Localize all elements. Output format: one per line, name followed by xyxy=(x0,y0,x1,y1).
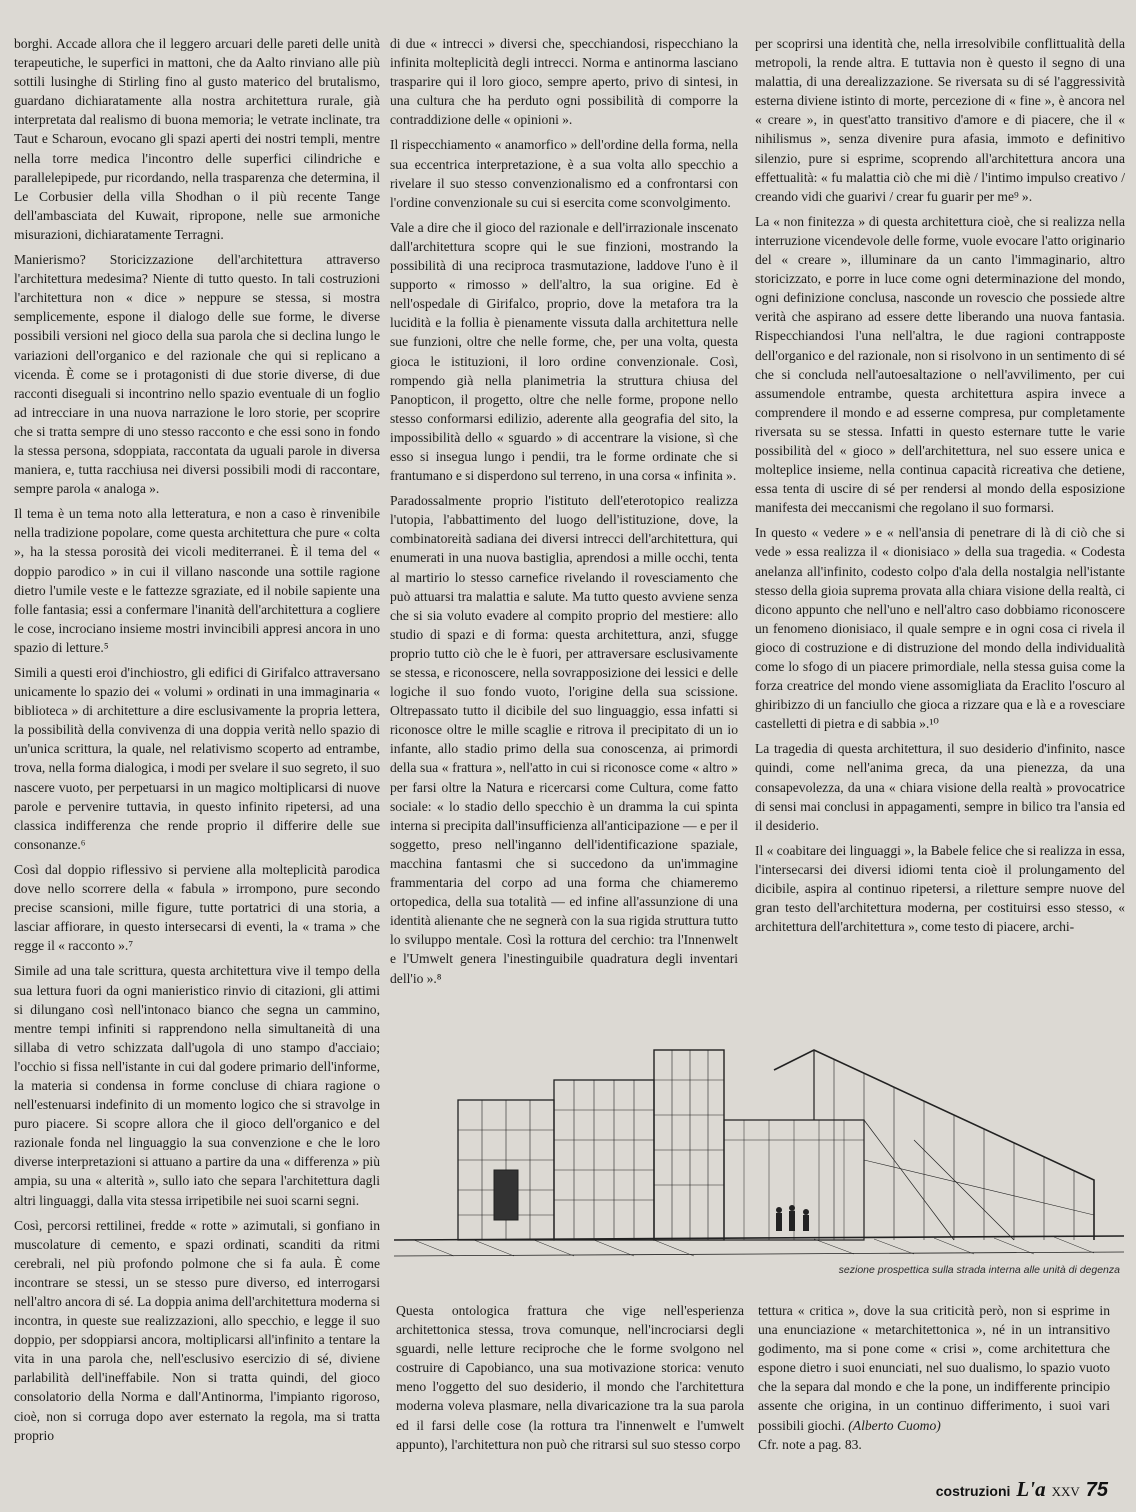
text-column-3 xyxy=(755,34,1125,1069)
page-number: 75 xyxy=(1085,1479,1108,1501)
page-footer xyxy=(936,1477,1108,1502)
volume-number: XXV xyxy=(1051,1484,1080,1499)
paragraph: Questa ontologica frattura che vige nell'esperienza architettonica stessa, trova comunque, nell'incrociarsi degli sguardi, nelle letture reciproche che le forme svolgono nel costruire di Capobianco, una sua motivazione storica: venuto meno l'oggetto del suo desiderio, il mondo che l'architettura moderna voleva plasmare, nella divaricazione tra la sua parola ed il farsi delle cose (la rottura tra l'innenwelt e l'umwelt appunto), l'architettura non può che ritrarsi sul suo stesso corpo xyxy=(396,1303,744,1452)
author-signature: (Alberto Cuomo) xyxy=(848,1417,941,1433)
text-column-1 xyxy=(14,34,380,1504)
paragraph: Vale a dire che il gioco del razionale e dell'irrazionale inscenato dall'architettura scopre qui le sue finzioni, mostrando la possibilità di una reciproca trasmutazione, laddove l'uno è il supporto « rimosso » dell'altro, la sua origine. Ed è nell'ospedale di Girifalco, proprio, dove la metafora tra la lucidità e la follia è pienamente vissuta dalla architettura nelle sue funzioni, oltre che nelle forme, che, per una volta, questa gioca le istituzioni, il loro ordine convenzionale. Così, rompendo già nella planimetria la struttura chiusa del Panopticon, il progetto, oltre che nelle forme, propone nello stesso conformarsi edilizio, aderente alla geografia del sito, la impossibilità dello « sguardo » di accentrare la visione, sì che esso si insegua lungo i pendii, tra le forme ordinate che si frantumano e si disperdono sul terreno, in una corsa « infinita ». xyxy=(390,219,738,484)
paragraph: Simile ad una tale scrittura, questa architettura vive il tempo della sua lettura fuori da ogni manieristico rinvio di citazioni, gli attimi si dilungano così nell'intonaco bianco che segna un cammino, mentre tempi infiniti si rapprendono nella simultaneità di una sillaba di vetro schizzata dall'ugola di uno stampo d'acciaio; l'occhio si fissa nell'istante in cui dal godere primario dell'informe, la materia si condensa in forme concluse di chiara ragione o nell'estenuarsi indefinito di un momento logico che si stravolge in puro piacere. Si scopre allora che il gioco dell'organico e del razionale fonda nel linguaggio la sua convenzione e che le loro diverse interpretazioni si attuano a partire da una « differenza » più ampia, su una « alterità », sullo iato che separa l'architettura dagli altri linguaggi, dalla vita stessa irripetibile nei suoi scarni segni. xyxy=(14,963,380,1208)
paragraph xyxy=(758,1301,1110,1435)
text-column-2 xyxy=(390,34,738,986)
paragraph: Il tema è un tema noto alla letteratura, e non a caso è rinvenibile nella tradizione popolare, come questa architettura che pure « colta », ha la stessa porosità dei vicoli mediterranei. È il tema del « doppio parodico » in cui il villano nasconde una sottile ragione dietro l'umile veste e le fattezze sgraziate, ed il nobile sapiente una folle fantasia; essi a confermare l'inanità dell'architettura a cogliere le cose, incrociano insieme mostri invincibili appresi ancora in uno spazio di letture.⁵ xyxy=(14,506,380,655)
paragraph-text: tettura « critica », dove la sua criticità però, non si esprime in una enunciazione « metarchitettonica », né in un intransitivo godimento, ma si pone come « crisi », come architettura che espone dietro i suoi enunciati, nel suo dualismo, lo spazio vuoto che la separa dal mondo e che la pone, un indifferente principio assente che origina, in un continuo differimento, i suoi vari possibili giochi. xyxy=(758,1303,1110,1433)
paragraph: borghi. Accade allora che il leggero arcuari delle pareti delle unità terapeutiche, le superfici in mattoni, che da Aalto rinviano alle più sottili lusinghe di Stirling fino al gusto materico del brutalismo, guardano dichiaratamente alla nostra architettura rurale, già interpretata dal realismo di buona memoria; le vetrate inclinate, tra Taut e Scharoun, evocano gli spazi aperti dei nostri templi, mentre nella torre medica l'incontro delle superfici cilindriche e parallelepipede, pur ricordando, nella trasparenza che determina, il Le Corbusier della villa Shodhan o il più recente Tange dell'ambasciata del Kuwait, ripropone, nelle sue armoniche misurazioni, dichiaratamente Terragni. xyxy=(14,36,380,242)
paragraph: Il « coabitare dei linguaggi », la Babele felice che si realizza in essa, l'intersecarsi dei diversi idiomi tenta cioè il prolungamento del dicibile, aspira al continuo ripetersi, a riletture sempre nuove del gran testo dell'architettura moderna, per costituirsi esso stesso, « architettura dell'architettura », come testo di piacere, archi- xyxy=(755,842,1125,935)
paragraph: Simili a questi eroi d'inchiostro, gli edifici di Girifalco attraversano unicamente lo spazio dei « volumi » ordinati in una immaginaria « biblioteca » di architetture a dire esclusivamente la propria lettera, la possibilità della convivenza di una doppia verità nello spazio di un'unica scrittura, la quale, nel relativismo scoperto ad entrambe, trova, nella forma dialogica, i modi per svelare il suo segreto, il suo nascere vuoto, per perpetuarsi in un magico moltiplicarsi di nuove parole e pervenire tuttavia, in questo infinito ripetersi, ad una classica indifferenza che rende proprio il differire delle sue consonanze.⁶ xyxy=(14,665,380,852)
paragraph: In questo « vedere » e « nell'ansia di penetrare di là di ciò che si vede » essa realizza il « dionisiaco » della sua tragedia. « Codesta anelanza all'infinito, codesto colpo d'ala della nostalgia nell'istante stesso della gioia suprema provata alla chiara visione della realtà, ci dicono appunto che nell'uno e nell'altro caso dobbiamo riconoscere un fenomeno dionisiaco, il quale sempre e in ogni cosa ci rivela il gioco di costruzione e di distruzione del mondo della individualità come lo sfogo di un piacere primordiale, nella stessa guisa come la forza creatrice del mondo viene assomigliata da Eraclito l'oscuro al ghiribizzo di un fanciullo che gioca a rizzare qua e là e a rovesciare castelletti di pietra e di sabbia ».¹⁰ xyxy=(755,525,1125,732)
paragraph: Il rispecchiamento « anamorfico » dell'ordine della forma, nella sua eccentrica interpretazione, è a sua volta allo specchio a rivelare il suo stesso convenzionalismo ed a confrontarsi con l'ordine convenzionale su cui si esercita come sconvolgimento. xyxy=(390,137,738,210)
paragraph: Così, percorsi rettilinei, fredde « rotte » azimutali, si gonfiano in muscolature di cemento, e spazi ordinati, scanditi da ritmi cerebrali, nel più profondo polmone che si fa aula. È come incontrare se stessi, un se stesso pure diverso, ed interrogarsi nell'altro ancora di sé. La doppia anima dell'architettura moderna si incontra, in queste sue realizzazioni, allo specchio, e legge il suo doppio, per sdoppiarsi ancora, moltiplicarsi all'infinito a tentare la vita in una parola che, nell'esclusivo esercizio di sé, diviene parlabilità dell'ineffabile. Non si tratta quindi, del gioco consolatorio della Norma e dall'Antinorma, l'impianto rigoroso, cioè, non si corruga dopo aver esternato la regola, ma si tratta proprio xyxy=(14,1217,380,1443)
paragraph: per scoprirsi una identità che, nella irresolvibile conflittualità della metropoli, la rende altra. E tuttavia non è questo il segno di una malattia, di una derealizzazione. Se riversata su di sé l'aggressività esterna diviene istinto di morte, percezione di « fine », è ancora nel « creare », in quest'atto transitivo d'amore e di piacere, che il « nihilismus », senza divenire pura afasia, immoto e definitivo silenzio, pure si esprime, scoprendo all'architettura ancora una effettualità: « fu malattia ciò che mi diè / l'intimo impulso creativo / creando vidi che guarivi / crear fu guarir per me⁹ ». xyxy=(755,36,1125,204)
magazine-logo: L'a xyxy=(1016,1477,1046,1501)
paragraph: La tragedia di questa architettura, il suo desiderio d'infinito, nasce quindi, come nell'anima greca, da una pienezza, da una consapevolezza, da una « chiara visione della realtà » provocatrice di sensi mai conclusi in appagamenti, sempre in bilico tra l'ansia ed il desiderio. xyxy=(755,741,1125,833)
section-name: costruzioni xyxy=(935,1483,1011,1499)
paragraph: Così dal doppio riflessivo si perviene alla molteplicità parodica dove nello scorrere della « fabula » irrompono, pure secondo precise scansioni, mille figure, tutte portatrici di una storia, a lasciar affiorare, in questo intersecarsi di eventi, la « trama » che regge il « racconto ».⁷ xyxy=(14,861,380,954)
architectural-section-drawing xyxy=(394,1040,1124,1272)
paragraph: di due « intrecci » diversi che, specchiandosi, rispecchiano la infinita molteplicità degli intrecci. Norma e antinorma lasciano trasparire qui il loro gioco, sempre aperto, privo di sintesi, in una cultura che ha perduto ogni possibilità di comporre la contraddizione delle « opinioni ». xyxy=(390,36,738,128)
paragraph: La « non finitezza » di questa architettura cioè, che si realizza nella interruzione vicendevole delle forme, vuole evocare l'atto originario del « creare », illuminare da un canto l'immaginario, altro storicizzato, e porre in luce come ogni determinazione del mondo, ogni definizione conclusa, nasconde un rovescio che possiede altre verità che aspirano ad essere dette liberando una nuova fantasia. Rispecchiandosi l'una nell'altra, le due ragioni contrapposte dell'organico e del razionale, non si risolvono in un sentimento di sé che si concluda nell'autoesaltazione o nell'avvilimento, per cui assumendole entrambe, questa architettura aspira invece a comprendere il mondo e ad esserne compresa, pur completamente riversata su se stessa. Infatti in questo esternare tutte le varie possibilità del « gioco » dell'architettura, nel suo essere unica e molteplice insieme, nella continua capacità ricreativa che detiene, essa tenta di uscire di sé per rendersi al mondo della esposizione manifesta dei meccanismi che regolano il suo formarsi. xyxy=(755,213,1125,516)
figure-caption: sezione prospettica sulla strada interna alle unità di degenza xyxy=(838,1264,1120,1276)
notes-reference: Cfr. note a pag. 83. xyxy=(758,1436,862,1452)
paragraph: Paradossalmente proprio l'istituto dell'eterotopico realizza l'utopia, l'abbattimento del luogo dell'istituzione, dove, la combinatoreità sadiana dei diversi intrecci dell'architettura, qui enumerati in una nuova bastiglia, aprendosi a mille occhi, tenta al martirio lo stesso carnefice rivelando il rovesciamento che può attuarsi tra malattia e salute. Ma tutto questo avviene senza che si sia voluto evadere al compito proprio del mestiere: allo studio di spazi e di forma: questa architettura, anzi, sfugge proprio tutto ciò che le è fuori, per attraversare esclusivamente se stessa, e riconoscere, nella sovrapposizione dei lessici e delle logiche il suo fondo vuoto, l'origine della sua scissione. Oltrepassato tutto il dicibile del suo linguaggio, essa infatti si riconosce oltre le mille scaglie e ritrova il precipitato di un io infante, allo stadio primo della sua conoscenza, ai primordi della sua « frattura », nell'atto in cui si riconosce come « altro » per farsi oltre la Natura e ricercarsi come Cultura, come fatto sociale: « lo stadio dello specchio è un dramma la cui spinta interna si precipita dall'insufficienza all'anticipazione — e per il soggetto, preso nell'inganno dell'identificazione spaziale, macchina fantasmi che si succedono da un'immagine frammentaria del corpo ad una forma che chiameremo ortopedica, della sua totalità — ed infine all'assunzione di una identità alienante che ne segnerà con la sua rigida struttura tutto lo sviluppo mentale. Così la rottura del cerchio: tra l'Innenwelt e l'Umwelt genera l'inestinguibile quadratura degli inventari dell'io ».⁸ xyxy=(390,493,738,986)
bottom-text-column-3 xyxy=(758,1301,1110,1454)
bottom-text-column-2 xyxy=(396,1301,744,1454)
paragraph: Manierismo? Storicizzazione dell'architettura attraverso l'architettura medesima? Niente di tutto questo. In tali costruzioni l'architettura non « dice » neppure se stessa, si mostra semplicemente, espone il dialogo delle sue forme, le diverse possibili versioni nel gioco della sua parola che si declina lungo le variazioni dell'organico e del razionale che qui si replicano a vicenda. È come se i protagonisti di due storie diverse, di due racconti diseguali si incontrino nello spazio eventuale di un foglio ad intrecciare in una nuova narrazione le loro storie, per scoprire che si tratta sempre di uno stesso racconto e che essi sono in fondo la stessa persona, sdoppiata, raccontata da uguali parole in diversa maniera, e, tutta racchiusa nei diversi possibili modi di raccontare, sempre parola « analoga ». xyxy=(14,252,380,497)
